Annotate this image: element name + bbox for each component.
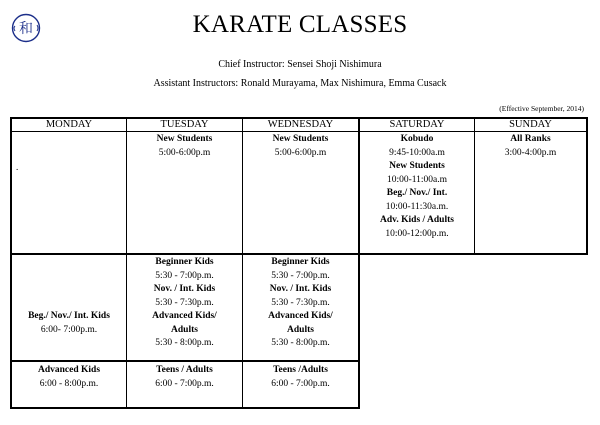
row-divider-2: [10, 360, 359, 362]
class-name: Beginner Kids: [155, 257, 214, 267]
class-name: Advanced Kids/: [152, 311, 217, 321]
class-cell-tuesday-evening: [127, 256, 242, 351]
class-cell-tuesday-new-students: [127, 133, 242, 160]
class-name: Teens /Adults: [273, 365, 328, 375]
class-time: 5:00-6:00p.m: [274, 147, 327, 158]
class-time: 5:30 - 7:00p.m.: [271, 270, 330, 281]
class-cell-saturday: [360, 133, 474, 241]
class-name: Beg./ Nov./ Int.: [386, 188, 448, 198]
chief-instructor: Chief Instructor: Sensei Shoji Nishimura: [218, 59, 382, 70]
class-name: Adults: [171, 324, 198, 335]
class-name: Adults: [287, 324, 314, 335]
class-time: 3:00-4:00p.m: [504, 147, 557, 158]
day-header-monday: MONDAY: [45, 119, 93, 130]
class-time: 10:00-12:00p.m.: [385, 228, 449, 239]
class-time: 5:30 - 8:00p.m.: [271, 338, 330, 348]
class-cell-tuesday-teens-adults: [127, 364, 242, 391]
class-time: 5:30 - 7:00p.m.: [155, 270, 214, 281]
class-time: 5:00-6:00p.m: [158, 147, 211, 158]
class-name: All Ranks: [510, 134, 551, 144]
stray-mark: .: [16, 162, 19, 172]
row-divider-1: [10, 253, 587, 255]
class-time: 6:00- 7:00p.m.: [40, 324, 98, 335]
class-time: 6:00 - 8:00p.m.: [39, 378, 99, 389]
class-cell-monday-beg-nov-int-kids: [12, 310, 126, 337]
class-name: Nov. / Int. Kids: [153, 284, 216, 294]
class-time: 6:00 - 7:00p.m.: [271, 378, 330, 389]
class-time: 9:45-10:00a.m: [389, 147, 445, 158]
assistant-instructors: Assistant Instructors: Ronald Murayama, Max Nishimura, Emma Cusack: [153, 78, 447, 89]
page-title: KARATE CLASSES: [192, 11, 408, 38]
class-time: 5:30 - 7:30p.m.: [155, 297, 214, 308]
class-name: Adv. Kids / Adults: [380, 215, 454, 225]
class-name: Kobudo: [400, 134, 434, 144]
class-cell-wednesday-new-students: [243, 133, 358, 160]
class-name: Nov. / Int. Kids: [269, 284, 332, 294]
day-header-wednesday: WEDNESDAY: [267, 119, 334, 130]
class-name: New Students: [156, 134, 213, 144]
class-time: 10:00-11:30a.m.: [385, 201, 449, 212]
class-name: New Students: [389, 161, 445, 171]
class-time: 5:30 - 7:30p.m.: [271, 297, 330, 308]
class-name: Advanced Kids: [37, 365, 101, 375]
table-border-right: [586, 117, 588, 255]
effective-date: (Effective September, 2014): [499, 104, 584, 113]
class-time: 6:00 - 7:00p.m.: [155, 378, 214, 389]
class-cell-wednesday-teens-adults: [243, 364, 358, 391]
day-header-tuesday: TUESDAY: [160, 119, 209, 130]
day-header-saturday: SATURDAY: [389, 119, 445, 130]
class-cell-sunday-all-ranks: [475, 133, 586, 160]
class-time: 5:30 - 8:00p.m.: [155, 338, 214, 348]
class-cell-monday-advanced-kids: [12, 364, 126, 391]
class-name: Beginner Kids: [271, 257, 330, 267]
class-time: 10:00-11:00a.m: [386, 174, 448, 185]
class-cell-wednesday-evening: [243, 256, 358, 351]
class-name: Teens / Adults: [156, 365, 213, 375]
class-name: Advanced Kids/: [268, 311, 333, 321]
table-border-bottom: [10, 407, 359, 409]
logo-glyph: 和: [19, 21, 33, 37]
class-name: New Students: [272, 134, 329, 144]
day-header-sunday: SUNDAY: [509, 119, 552, 130]
class-name: Beg./ Nov./ Int. Kids: [28, 311, 110, 321]
